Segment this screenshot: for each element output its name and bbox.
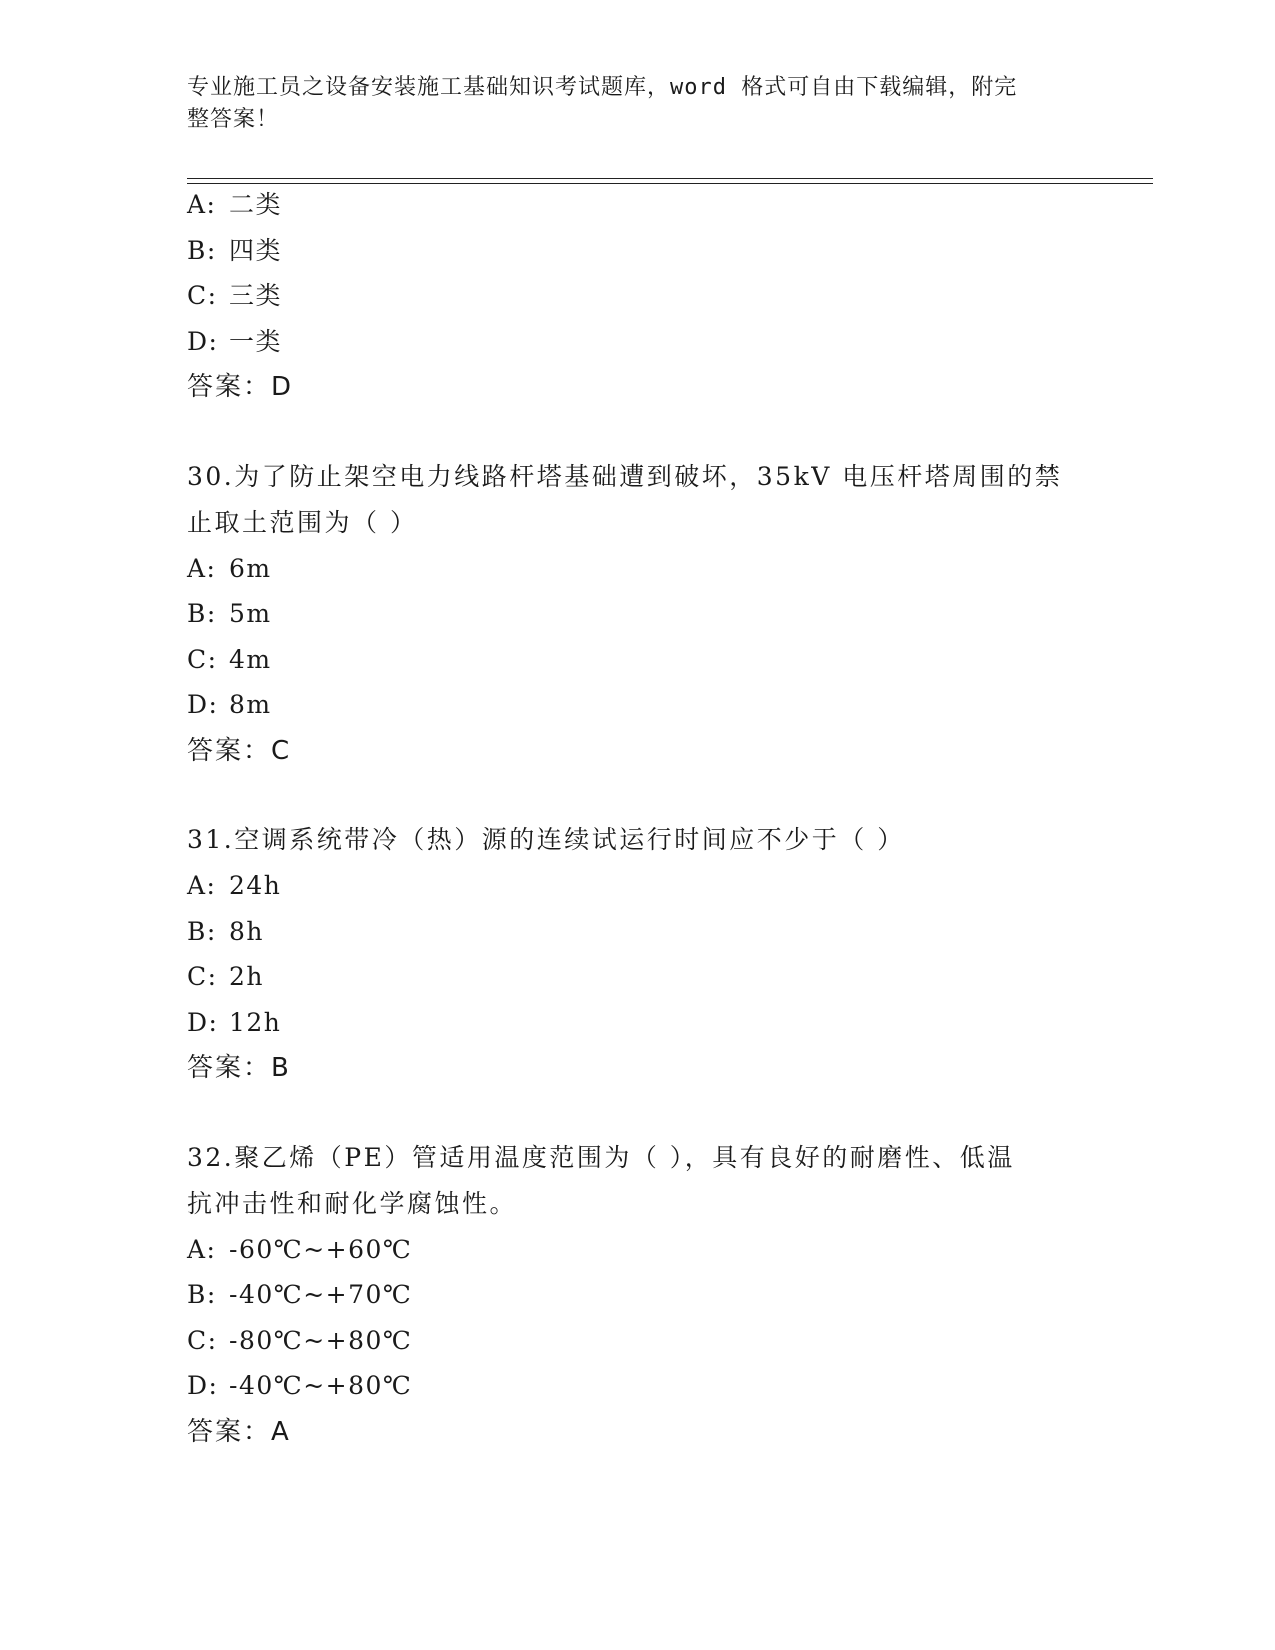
header-line-2: 整答案！ [187, 107, 280, 132]
option-d: D: 一类 [187, 326, 283, 356]
option-d: D: 12h [187, 1007, 282, 1037]
option-b: B: -40℃~+70℃ [187, 1280, 413, 1309]
option-d: D: -40℃~+80℃ [187, 1371, 413, 1400]
option-a: A: 二类 [187, 190, 283, 219]
option-d: D: 8m [187, 690, 272, 719]
question-text: 止取土范围为（ ） [187, 507, 418, 537]
answer: 答案：A [187, 1416, 291, 1447]
question-text: 32.聚乙烯（PE）管适用温度范围为（ ），具有良好的耐磨性、低温 [187, 1142, 1015, 1172]
document-header [187, 72, 1067, 136]
option-c: C: 2h [187, 962, 265, 991]
header-line-1: 专业施工员之设备安装施工基础知识考试题库，word 格式可自由下载编辑，附完 [187, 75, 1018, 100]
answer: 答案：C [187, 735, 292, 766]
option-c: C: 三类 [187, 281, 283, 310]
question-block [187, 462, 1087, 826]
option-b: B: 5m [187, 599, 272, 628]
option-a: A: 6m [187, 553, 272, 583]
option-c: C: -80℃~+80℃ [187, 1325, 413, 1355]
question-block [187, 190, 1087, 462]
answer: 答案：B [187, 1053, 291, 1083]
header-rule-bottom [187, 183, 1153, 184]
question-text: 抗冲击性和耐化学腐蚀性。 [187, 1188, 518, 1218]
option-c: C: 4m [187, 644, 272, 674]
option-b: B: 四类 [187, 235, 283, 265]
header-rule-top [187, 178, 1153, 179]
option-a: A: -60℃~+60℃ [187, 1234, 413, 1264]
question-list [187, 190, 1087, 1462]
question-block [187, 825, 1087, 1143]
question-block [187, 1143, 1087, 1447]
answer: 答案：D [187, 372, 294, 402]
option-b: B: 8h [187, 916, 265, 946]
question-text: 30.为了防止架空电力线路杆塔基础遭到破坏，35kV 电压杆塔周围的禁 [187, 461, 1063, 491]
option-a: A: 24h [187, 871, 282, 900]
question-text: 31.空调系统带冷（热）源的连续试运行时间应不少于（ ） [187, 825, 905, 854]
